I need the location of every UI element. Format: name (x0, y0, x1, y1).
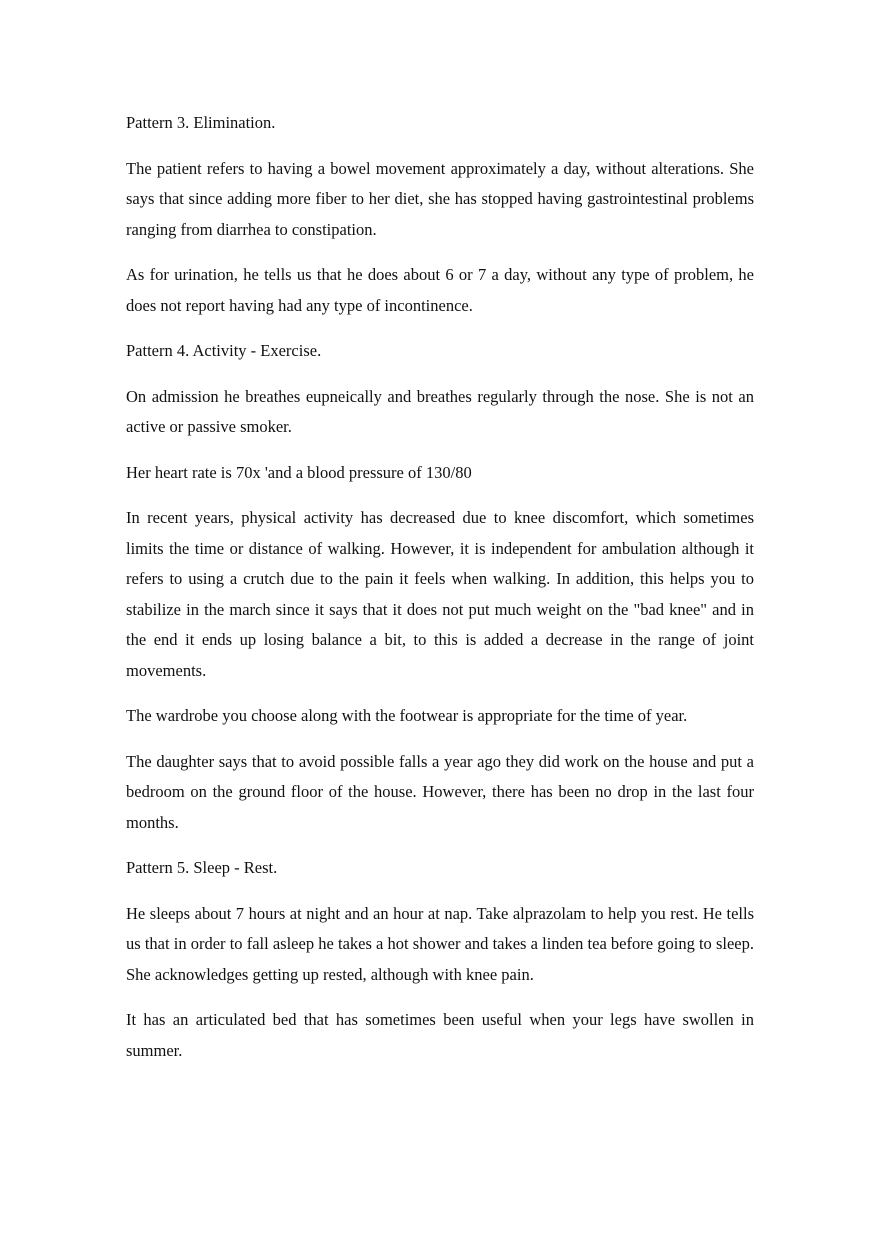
paragraph-urination: As for urination, he tells us that he does about 6 or 7 a day, without any type of problem, he does not report having had any type of incontinence. (126, 265, 754, 315)
section-heading-sleep-rest: Pattern 5. Sleep - Rest. (126, 858, 278, 877)
paragraph-breathing: On admission he breathes eupneically and breathes regularly through the nose. She is not an active or passive smoker. (126, 386, 754, 436)
section-heading-activity-exercise: Pattern 4. Activity - Exercise. (126, 341, 322, 360)
paragraph-wardrobe: The wardrobe you choose along with the footwear is appropriate for the time of year. (126, 706, 688, 725)
paragraph-vital-signs: Her heart rate is 70x 'and a blood pressure of 130/80 (126, 462, 472, 482)
paragraph-fall-prevention: The daughter says that to avoid possible falls a year ago they did work on the house and put a bedroom on the ground floor of the house. However, there has been no drop in the last four months. (126, 751, 754, 832)
paragraph-articulated-bed: It has an articulated bed that has sometimes been useful when your legs have swollen in summer. (126, 1010, 754, 1060)
section-heading-elimination: Pattern 3. Elimination. (126, 113, 276, 132)
document-body (126, 108, 754, 1081)
paragraph-physical-activity: In recent years, physical activity has decreased due to knee discomfort, which sometimes limits the time or distance of walking. However, it is independent for ambulation although it refers to using a crutch due to the pain it feels when walking. In addition, this helps you to stabilize in the march since it says that it does not put much weight on the "bad knee" and in the end it ends up losing balance a bit, to this is added a decrease in the range of joint movements. (126, 508, 754, 680)
paragraph-bowel-movement: The patient refers to having a bowel movement approximately a day, without alterations. She says that since adding more fiber to her diet, she has stopped having gastrointestinal problems ranging from diarrhea to constipation. (126, 158, 754, 239)
paragraph-sleep-habits: He sleeps about 7 hours at night and an hour at nap. Take alprazolam to help you rest. He tells us that in order to fall asleep he takes a hot shower and takes a linden tea before going to sleep. She acknowledges getting up rested, although with knee pain. (126, 903, 754, 984)
